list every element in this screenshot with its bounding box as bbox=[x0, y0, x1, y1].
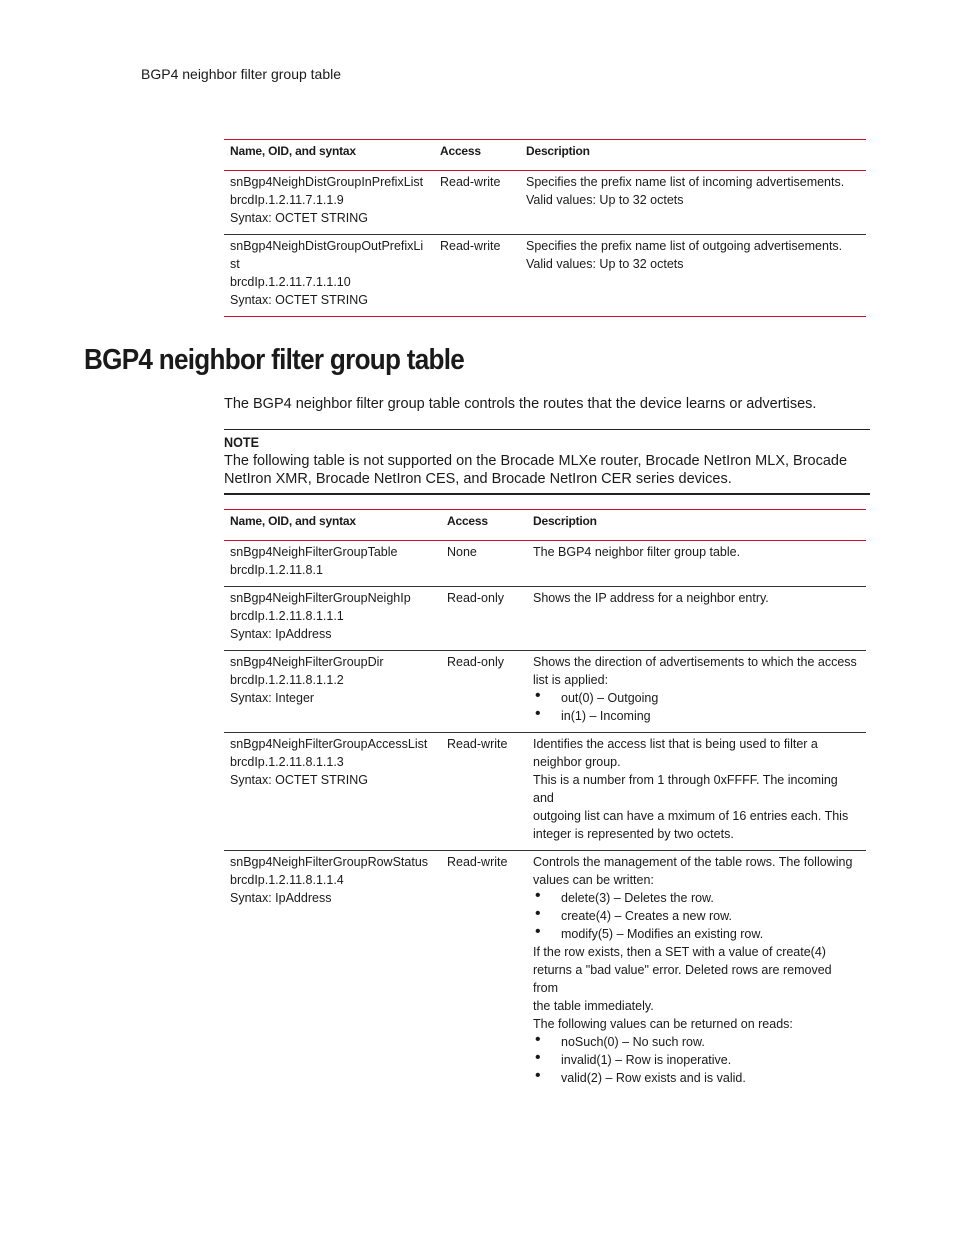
description-line: If the row exists, then a SET with a value of create(4) bbox=[533, 945, 826, 959]
object-name: snBgp4NeighFilterGroupNeighIp bbox=[230, 591, 411, 605]
list-item: • modify(5) – Modifies an existing row. bbox=[533, 925, 860, 943]
section-intro: The BGP4 neighbor filter group table controls the routes that the device learns or advertises. bbox=[224, 396, 817, 412]
description-cell bbox=[520, 235, 866, 317]
description-cell bbox=[527, 651, 866, 733]
column-header-description: Description bbox=[527, 510, 866, 541]
object-oid: brcdIp.1.2.11.8.1 bbox=[230, 563, 323, 577]
object-oid: brcdIp.1.2.11.7.1.1.9 bbox=[230, 193, 344, 207]
object-name: snBgp4NeighDistGroupOutPrefixLi bbox=[230, 239, 424, 253]
description-line: returns a "bad value" error. Deleted rows are removed from bbox=[533, 963, 832, 995]
access-cell: Read-write bbox=[434, 171, 520, 235]
description-line: values can be written: bbox=[533, 873, 654, 887]
object-oid: brcdIp.1.2.11.8.1.1.3 bbox=[230, 755, 344, 769]
name-cell bbox=[224, 851, 441, 1095]
object-oid: brcdIp.1.2.11.8.1.1.1 bbox=[230, 609, 344, 623]
name-cell bbox=[224, 651, 441, 733]
table-row bbox=[224, 733, 866, 851]
description-line: Shows the direction of advertisements to which the access bbox=[533, 655, 857, 669]
list-item: • invalid(1) – Row is inoperative. bbox=[533, 1051, 860, 1069]
description-line: list is applied: bbox=[533, 673, 609, 687]
object-syntax: Syntax: IpAddress bbox=[230, 891, 332, 905]
object-name: snBgp4NeighFilterGroupAccessList bbox=[230, 737, 428, 751]
column-header-description: Description bbox=[520, 140, 866, 171]
object-oid: brcdIp.1.2.11.7.1.1.10 bbox=[230, 275, 351, 289]
access-cell: Read-write bbox=[441, 733, 527, 851]
object-name-continued: st bbox=[230, 257, 240, 271]
description-line: Valid values: Up to 32 octets bbox=[526, 257, 684, 271]
description-line: The following values can be returned on reads: bbox=[533, 1017, 793, 1031]
name-cell bbox=[224, 733, 441, 851]
object-name: snBgp4NeighDistGroupInPrefixList bbox=[230, 175, 424, 189]
description-line: Specifies the prefix name list of incoming advertisements. bbox=[526, 175, 845, 189]
name-cell bbox=[224, 541, 441, 587]
name-cell bbox=[224, 171, 434, 235]
description-cell: The BGP4 neighbor filter group table. bbox=[527, 541, 866, 587]
list-item: • delete(3) – Deletes the row. bbox=[533, 889, 860, 907]
distribute-group-table bbox=[224, 139, 866, 317]
object-name: snBgp4NeighFilterGroupTable bbox=[230, 545, 398, 559]
object-syntax: Syntax: Integer bbox=[230, 691, 315, 705]
description-line: outgoing list can have a mximum of 16 entries each. This bbox=[533, 809, 849, 823]
column-header-name: Name, OID, and syntax bbox=[224, 140, 434, 171]
value-list bbox=[533, 689, 860, 725]
table-row bbox=[224, 171, 866, 235]
access-cell: Read-write bbox=[447, 855, 508, 869]
table-row bbox=[224, 851, 866, 1095]
description-cell: Shows the IP address for a neighbor entry. bbox=[527, 587, 866, 651]
value-list bbox=[533, 889, 860, 943]
object-name: snBgp4NeighFilterGroupRowStatus bbox=[230, 855, 429, 869]
description-line: the table immediately. bbox=[533, 999, 654, 1013]
list-item: • out(0) – Outgoing bbox=[533, 689, 860, 707]
object-syntax: Syntax: OCTET STRING bbox=[230, 773, 368, 787]
name-cell bbox=[224, 587, 441, 651]
description-line: neighbor group. bbox=[533, 755, 621, 769]
note-label: NOTE bbox=[224, 434, 260, 450]
object-oid: brcdIp.1.2.11.8.1.1.2 bbox=[230, 673, 344, 687]
running-header: BGP4 neighbor filter group table bbox=[141, 66, 342, 82]
table-row bbox=[224, 587, 866, 651]
object-syntax: Syntax: OCTET STRING bbox=[230, 211, 368, 225]
table-row bbox=[224, 235, 866, 317]
column-header-access: Access bbox=[434, 140, 520, 171]
access-cell: None bbox=[441, 541, 527, 587]
description-line: Valid values: Up to 32 octets bbox=[526, 193, 684, 207]
filter-group-table bbox=[224, 509, 866, 1094]
list-item: • in(1) – Incoming bbox=[533, 707, 860, 725]
table-row bbox=[224, 541, 866, 587]
list-item: • valid(2) – Row exists and is valid. bbox=[533, 1069, 860, 1087]
object-syntax: Syntax: IpAddress bbox=[230, 627, 332, 641]
list-item: • create(4) – Creates a new row. bbox=[533, 907, 860, 925]
note-text-line: The following table is not supported on the Brocade MLXe router, Brocade NetIron MLX, Brocade bbox=[224, 453, 848, 469]
section-title: BGP4 neighbor filter group table bbox=[84, 344, 465, 376]
note-text-line: NetIron XMR, Brocade NetIron CES, and Brocade NetIron CER series devices. bbox=[224, 471, 732, 487]
access-cell: Read-only bbox=[441, 587, 527, 651]
description-cell bbox=[520, 171, 866, 235]
name-cell bbox=[224, 235, 434, 317]
note-box bbox=[224, 429, 870, 495]
access-cell: Read-only bbox=[441, 651, 527, 733]
description-line: Specifies the prefix name list of outgoing advertisements. bbox=[526, 239, 843, 253]
table-header-row bbox=[224, 140, 866, 171]
description-line: integer is represented by two octets. bbox=[533, 827, 734, 841]
object-name: snBgp4NeighFilterGroupDir bbox=[230, 655, 384, 669]
object-syntax: Syntax: OCTET STRING bbox=[230, 293, 368, 307]
description-line: This is a number from 1 through 0xFFFF. The incoming and bbox=[533, 773, 838, 805]
column-header-access: Access bbox=[441, 510, 527, 541]
object-oid: brcdIp.1.2.11.8.1.1.4 bbox=[230, 873, 344, 887]
list-item: • noSuch(0) – No such row. bbox=[533, 1033, 860, 1051]
description-cell bbox=[527, 733, 866, 851]
column-header-name: Name, OID, and syntax bbox=[224, 510, 441, 541]
value-list bbox=[533, 1033, 860, 1087]
table-header-row bbox=[224, 510, 866, 541]
access-cell: Read-write bbox=[434, 235, 520, 317]
table-row bbox=[224, 651, 866, 733]
description-line: Controls the management of the table rows. The following bbox=[533, 855, 853, 869]
description-line: Identifies the access list that is being used to filter a bbox=[533, 737, 818, 751]
description-cell bbox=[527, 851, 866, 1095]
